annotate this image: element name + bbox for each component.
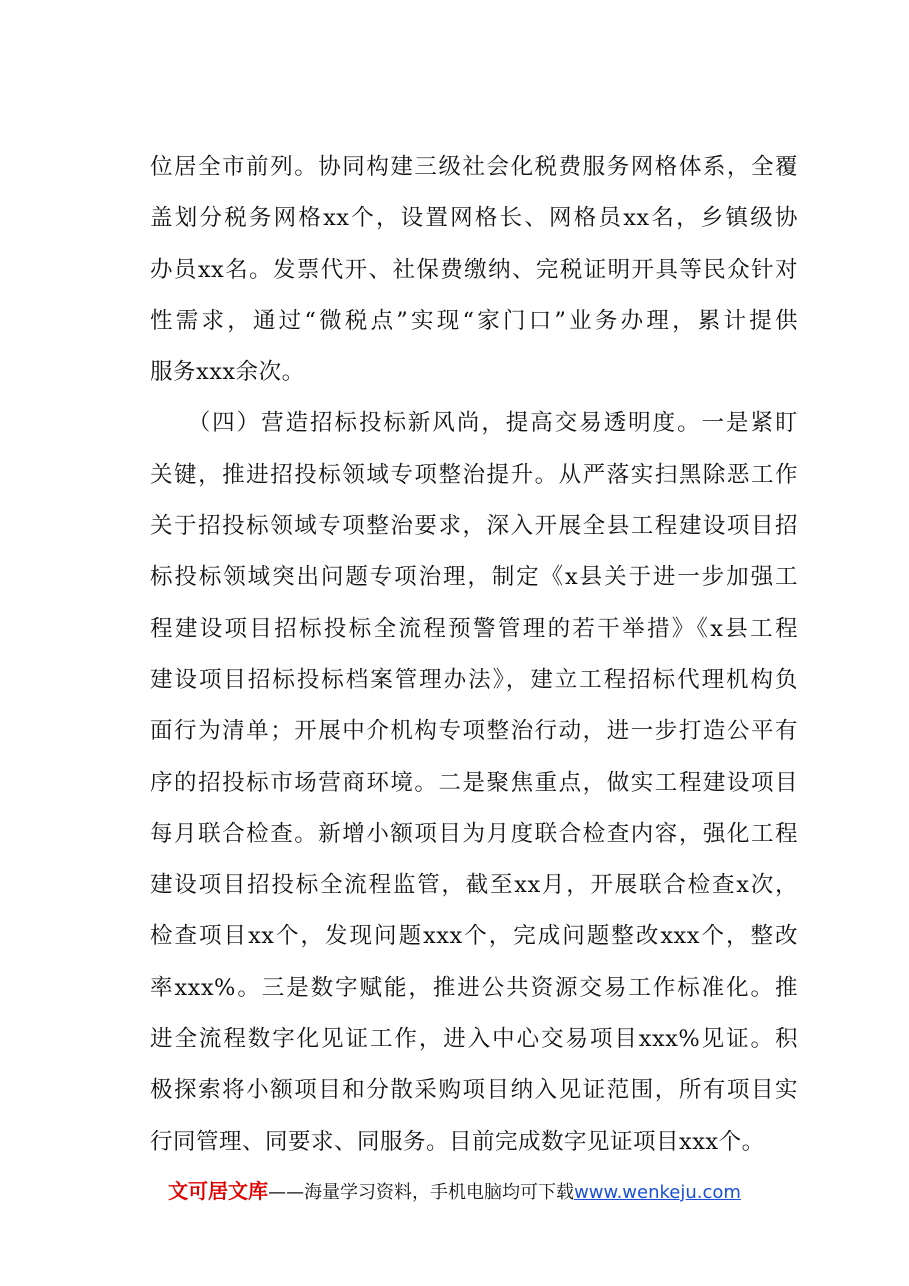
footer-url-link[interactable]: www.wenkeju.com [574,1182,741,1203]
text-line: 位居全市前列。协同构建三级社会化税费服务网格体系，全覆 [150,154,798,180]
text-line: 面行为清单；开展中介机构专项整治行动，进一步打造公平有 [150,718,798,745]
text-line: 办员xx名。发票代开、社保费缴纳、完税证明开具等民众针对 [150,256,798,283]
text-line: 进全流程数字化见证工作，进入中心交易项目xxx%见证。积 [150,1026,798,1053]
text-line: 标投标领域突出问题专项治理，制定《x县关于进一步加强工 [150,564,798,591]
footer-banner [0,1177,909,1207]
text-line: 建设项目招投标全流程监管，截至xx月，开展联合检查x次， [150,872,798,899]
text-line: 盖划分税务网格xx个，设置网格长、网格员xx名，乡镇级协 [150,205,798,232]
text-line: 行同管理、同要求、同服务。目前完成数字见证项目xxx个。 [150,1128,765,1155]
text-line: （四）营造招标投标新风尚，提高交易透明度。一是紧盯 [150,410,798,437]
text-line: 率xxx%。三是数字赋能，推进公共资源交易工作标准化。推 [150,974,798,1001]
footer-slogan: ——海量学习资料，手机电脑均可下载 [268,1182,575,1203]
text-line: 性需求，通过“微税点”实现“家门口”业务办理，累计提供 [150,307,798,334]
text-line: 服务xxx余次。 [150,359,305,386]
text-line: 检查项目xx个，发现问题xxx个，完成问题整改xxx个，整改 [150,923,798,950]
text-line: 序的招投标市场营商环境。二是聚焦重点，做实工程建设项目 [150,769,798,796]
footer-brand: 文可居文库 [168,1179,269,1203]
text-line: 关于招投标领域专项整治要求，深入开展全县工程建设项目招 [150,513,798,540]
body-text [150,142,798,1168]
text-line: 关键，推进招投标领域专项整治提升。从严落实扫黑除恶工作 [150,461,798,488]
text-line: 程建设项目招标投标全流程预警管理的若干举措》《x县工程 [150,615,798,642]
text-line: 每月联合检查。新增小额项目为月度联合检查内容，强化工程 [150,820,798,847]
text-line: 建设项目招标投标档案管理办法》，建立工程招标代理机构负 [150,666,798,693]
text-line: 极探索将小额项目和分散采购项目纳入见证范围，所有项目实 [150,1077,798,1104]
